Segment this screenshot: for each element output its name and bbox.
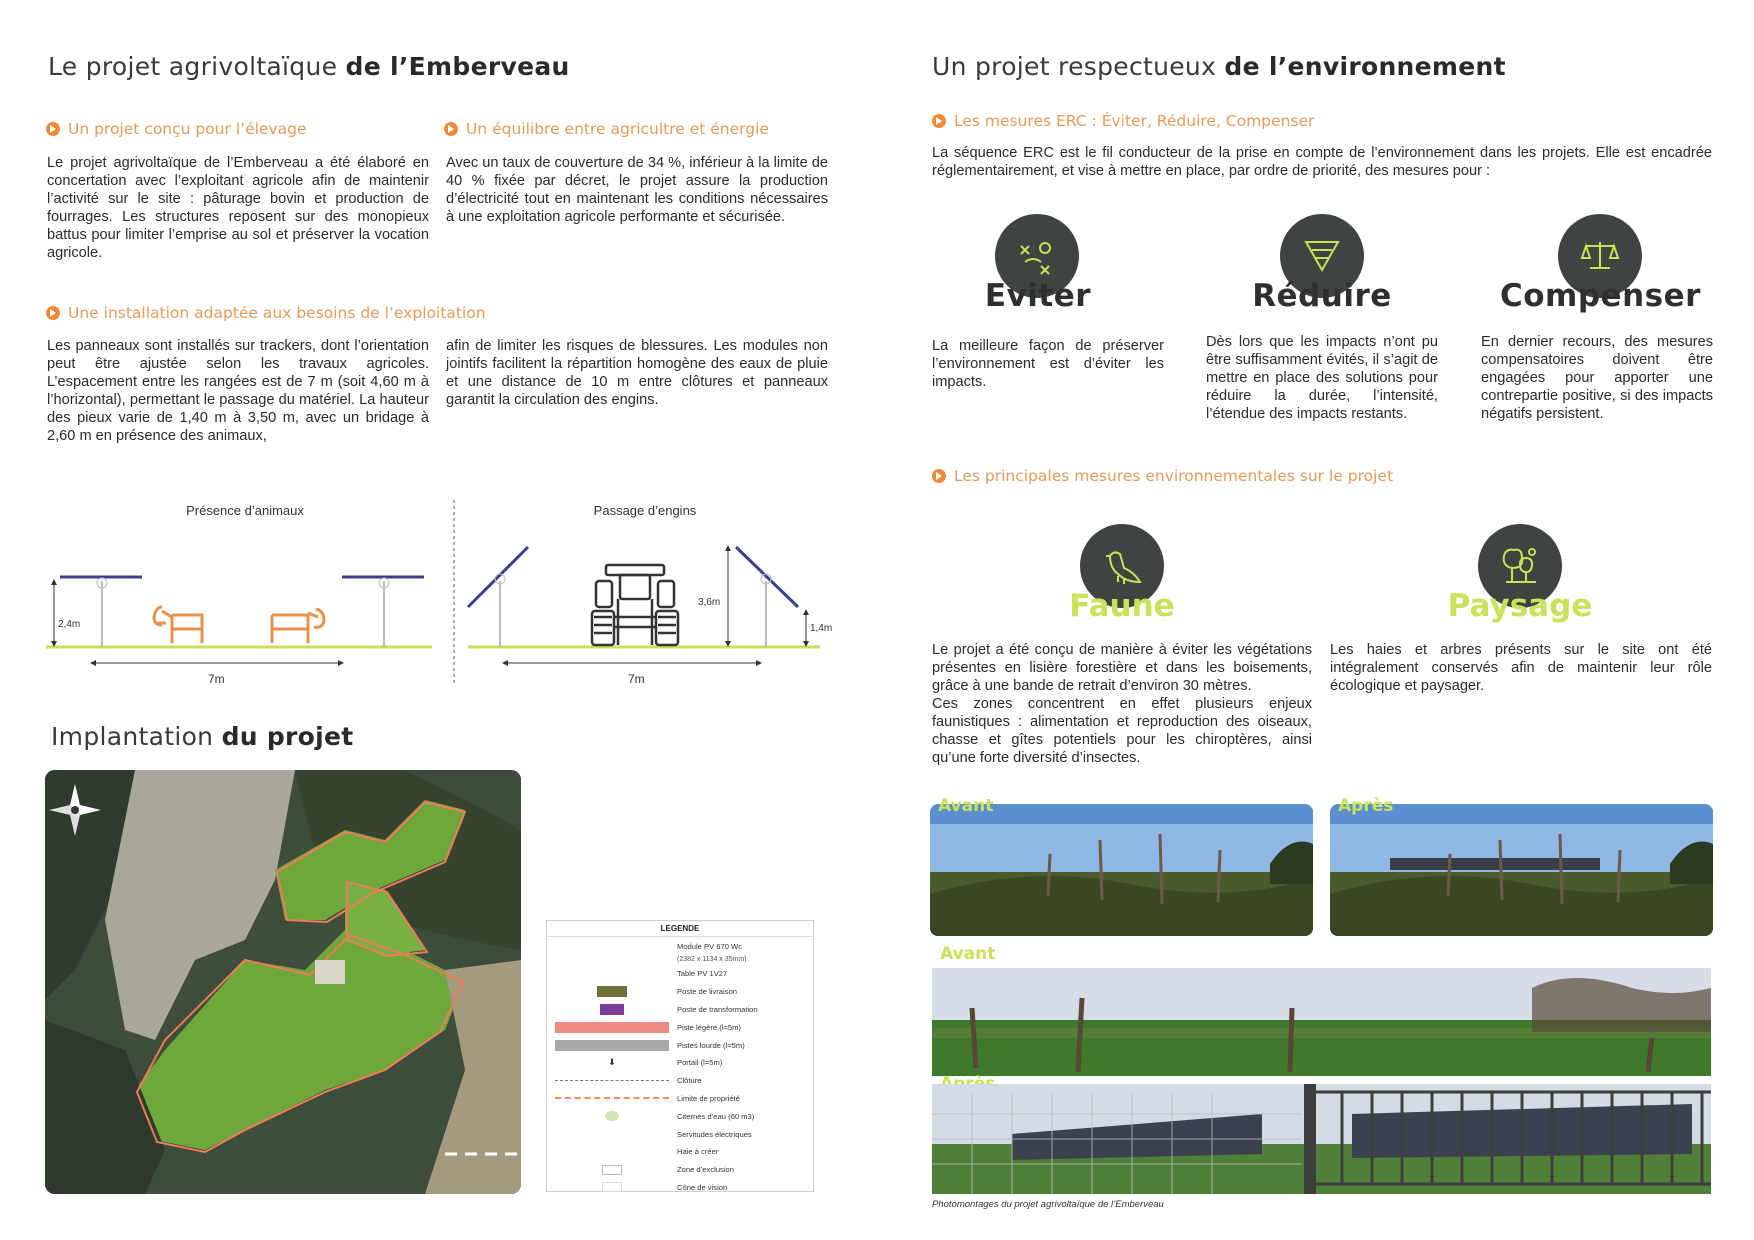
caption-passage-engins: Passage d’engins — [593, 503, 697, 518]
swatch-piste-legere — [555, 1022, 669, 1033]
left-title-bold: de l’Emberveau — [345, 52, 570, 81]
reduire-word: Réduire — [1252, 278, 1392, 314]
photo-caption: Photomontages du projet agrivoltaïque de l’Emberveau — [932, 1199, 1164, 1210]
gate-icon: ⬇ — [608, 1057, 616, 1068]
span-arrow-right — [502, 660, 762, 666]
panel-left-2 — [342, 577, 424, 647]
label-apres-1: Après — [1338, 796, 1394, 816]
paysage-text: Les haies et arbres présents sur le site ont été intégralement conservés afin de maintenir leur rôle écologique et paysager. — [1330, 642, 1712, 694]
label-left-height: 2,4m — [58, 619, 81, 630]
tracker-diagram — [40, 495, 850, 695]
heading-mesures: Les principales mesures environnementales sur le projet — [932, 467, 1393, 485]
text-installation-col1: Les panneaux sont installés sur trackers, dont l’orientation peut être ajustée selon les travaux agricoles. L’espacement entre les rangées est de 7 m (soit 4,60 m à l’horizontal), permettant le passage du matériel. La hauteur des pieux varie de 1,40 m à 3,50 m, avec un bridage à 2,60 m en présence des animaux, — [47, 338, 429, 444]
legend-item: Clôture — [547, 1072, 813, 1090]
label-right-height-tall: 3,6m — [698, 597, 721, 608]
height-arrow-left — [51, 579, 57, 647]
legend-item: (2382 x 1134 x 35mm) — [677, 955, 747, 963]
legend-item: ⬇ Portail (l=5m) — [547, 1054, 813, 1072]
legend-item: Poste de livraison — [547, 983, 813, 1001]
heading-erc: Les mesures ERC : Éviter, Réduire, Compenser — [932, 112, 1314, 130]
left-title-plain: Le projet agrivoltaïque — [48, 52, 346, 81]
photo-avant-2 — [932, 968, 1711, 1076]
cow-icon — [154, 607, 202, 643]
photo-apres-2 — [932, 1084, 1711, 1194]
swatch-piste-lourde — [555, 1040, 669, 1051]
left-page-title — [48, 52, 570, 81]
panel-right-1 — [468, 547, 528, 647]
legend-item: Citernes d’eau (60 m3) — [547, 1107, 813, 1125]
faune-text: Le projet a été conçu de manière à éviter les végétations présentes en lisière forestière et dans les boisements, grâce à une bande de retrait d’environ 30 mètres. Ces zones concentrent en effet plusieurs enjeux faunistiques : alimentation et reproduction des oiseaux, chasse et gîtes potentiels pour les chiroptères, ainsi qu’une forte diversité d’insectes. — [932, 642, 1312, 766]
legend-item: Zone d’exclusion — [547, 1161, 813, 1179]
legend-item: Poste de transformation — [547, 1001, 813, 1019]
label-left-span: 7m — [208, 672, 225, 686]
reduire-text: Dès lors que les impacts n’ont pu être suffisamment évités, il s’agit de mettre en place des solutions pour réduire la durée, l’intensité, l’étendue des impacts restants. — [1206, 334, 1438, 422]
panel-left-1 — [60, 577, 142, 647]
legend-item: Cône de vision — [547, 1179, 813, 1197]
swatch-cone — [602, 1182, 622, 1192]
orange-arrow-bullet-icon — [444, 122, 458, 136]
heading-elevage: Un projet conçu pour l’élevage — [46, 120, 307, 138]
eviter-word: Eviter — [984, 278, 1092, 314]
swatch-livraison — [597, 986, 627, 997]
right-page-title: Un projet respectueux de l’environnement — [932, 52, 1506, 81]
legend-item: Servitudes électriques — [677, 1129, 752, 1139]
text-installation-col2: afin de limiter les risques de blessures. Les modules non jointifs facilitent la répartition homogène des eaux de pluie et une distance de 10 m entre clôtures et panneaux garantit la circulation des engins. — [446, 338, 828, 408]
label-right-height-short: 1,4m — [810, 623, 833, 634]
map-legend — [546, 920, 814, 1192]
paysage-word: Paysage — [1447, 588, 1593, 624]
panel-right-2 — [736, 547, 798, 647]
span-arrow-left — [90, 660, 344, 666]
legend-item: Module PV 670 Wc — [677, 941, 742, 951]
legend-item: Table PV 1V27 — [677, 969, 728, 979]
aerial-map — [45, 770, 521, 1194]
height-arrow-right-short — [803, 609, 809, 647]
legend-item: Limite de propriété — [547, 1090, 813, 1108]
text-elevage: Le projet agrivoltaïque de l’Emberveau a été élaboré en concertation avec l’exploitant agricole afin de maintenir l’activité sur le site : pâturage bovin et production de fourrages. Les structures reposent sur des monopieux battus pour limiter l’emprise au sol et préserver la vocation agricole. — [47, 155, 429, 261]
tractor-icon — [592, 565, 678, 645]
cow-icon — [272, 609, 324, 643]
label-avant-1: Avant — [938, 796, 994, 816]
legend-item: Pistes lourde (l=5m) — [547, 1036, 813, 1054]
compenser-word: Compenser — [1500, 278, 1701, 314]
photo-apres-1 — [1330, 804, 1713, 936]
legend-item: Piste légère (l=5m) — [547, 1018, 813, 1036]
swatch-citernes — [605, 1111, 619, 1121]
label-right-span: 7m — [628, 672, 645, 686]
orange-arrow-bullet-icon — [932, 469, 946, 483]
heading-equilibre: Un équilibre entre agricultre et énergie — [444, 120, 769, 138]
heading-installation: Une installation adaptée aux besoins de l’exploitation — [46, 304, 486, 322]
legend-item: Haie à créer — [677, 1147, 719, 1157]
orange-arrow-bullet-icon — [46, 122, 60, 136]
aerial-map-drawing — [45, 770, 521, 1194]
faune-word: Faune — [1069, 588, 1175, 624]
compenser-text: En dernier recours, des mesures compensatoires doivent être engagées pour apporter une contrepartie positive, si des impacts négatifs persistent. — [1481, 334, 1713, 422]
swatch-transformation — [600, 1004, 624, 1015]
swatch-cloture — [555, 1080, 669, 1081]
photo-avant-1 — [930, 804, 1313, 936]
erc-intro: La séquence ERC est le fil conducteur de la prise en compte de l’environnement dans les projets. Elle est encadrée réglementairement, et vise à mettre en place, par ordre de priorité, des mesures pour : — [932, 145, 1712, 179]
label-avant-2: Avant — [940, 944, 996, 964]
legend-title: LEGENDE — [547, 921, 813, 937]
orange-arrow-bullet-icon — [932, 114, 946, 128]
caption-presence-animaux: Présence d’animaux — [186, 503, 304, 518]
implantation-title: Implantation du projet — [51, 722, 354, 751]
orange-arrow-bullet-icon — [46, 306, 60, 320]
eviter-text: La meilleure façon de préserver l’environnement est d’éviter les impacts. — [932, 338, 1164, 390]
swatch-exclusion — [602, 1165, 622, 1175]
text-equilibre: Avec un taux de couverture de 34 %, inférieur à la limite de 40 % fixée par décret, le projet assure la production d’électricité tout en maintenant les conditions nécessaires à une exploitation agricole performante et sécurisée. — [446, 155, 828, 225]
height-arrow-right-tall — [725, 545, 731, 647]
swatch-limite — [555, 1097, 669, 1099]
